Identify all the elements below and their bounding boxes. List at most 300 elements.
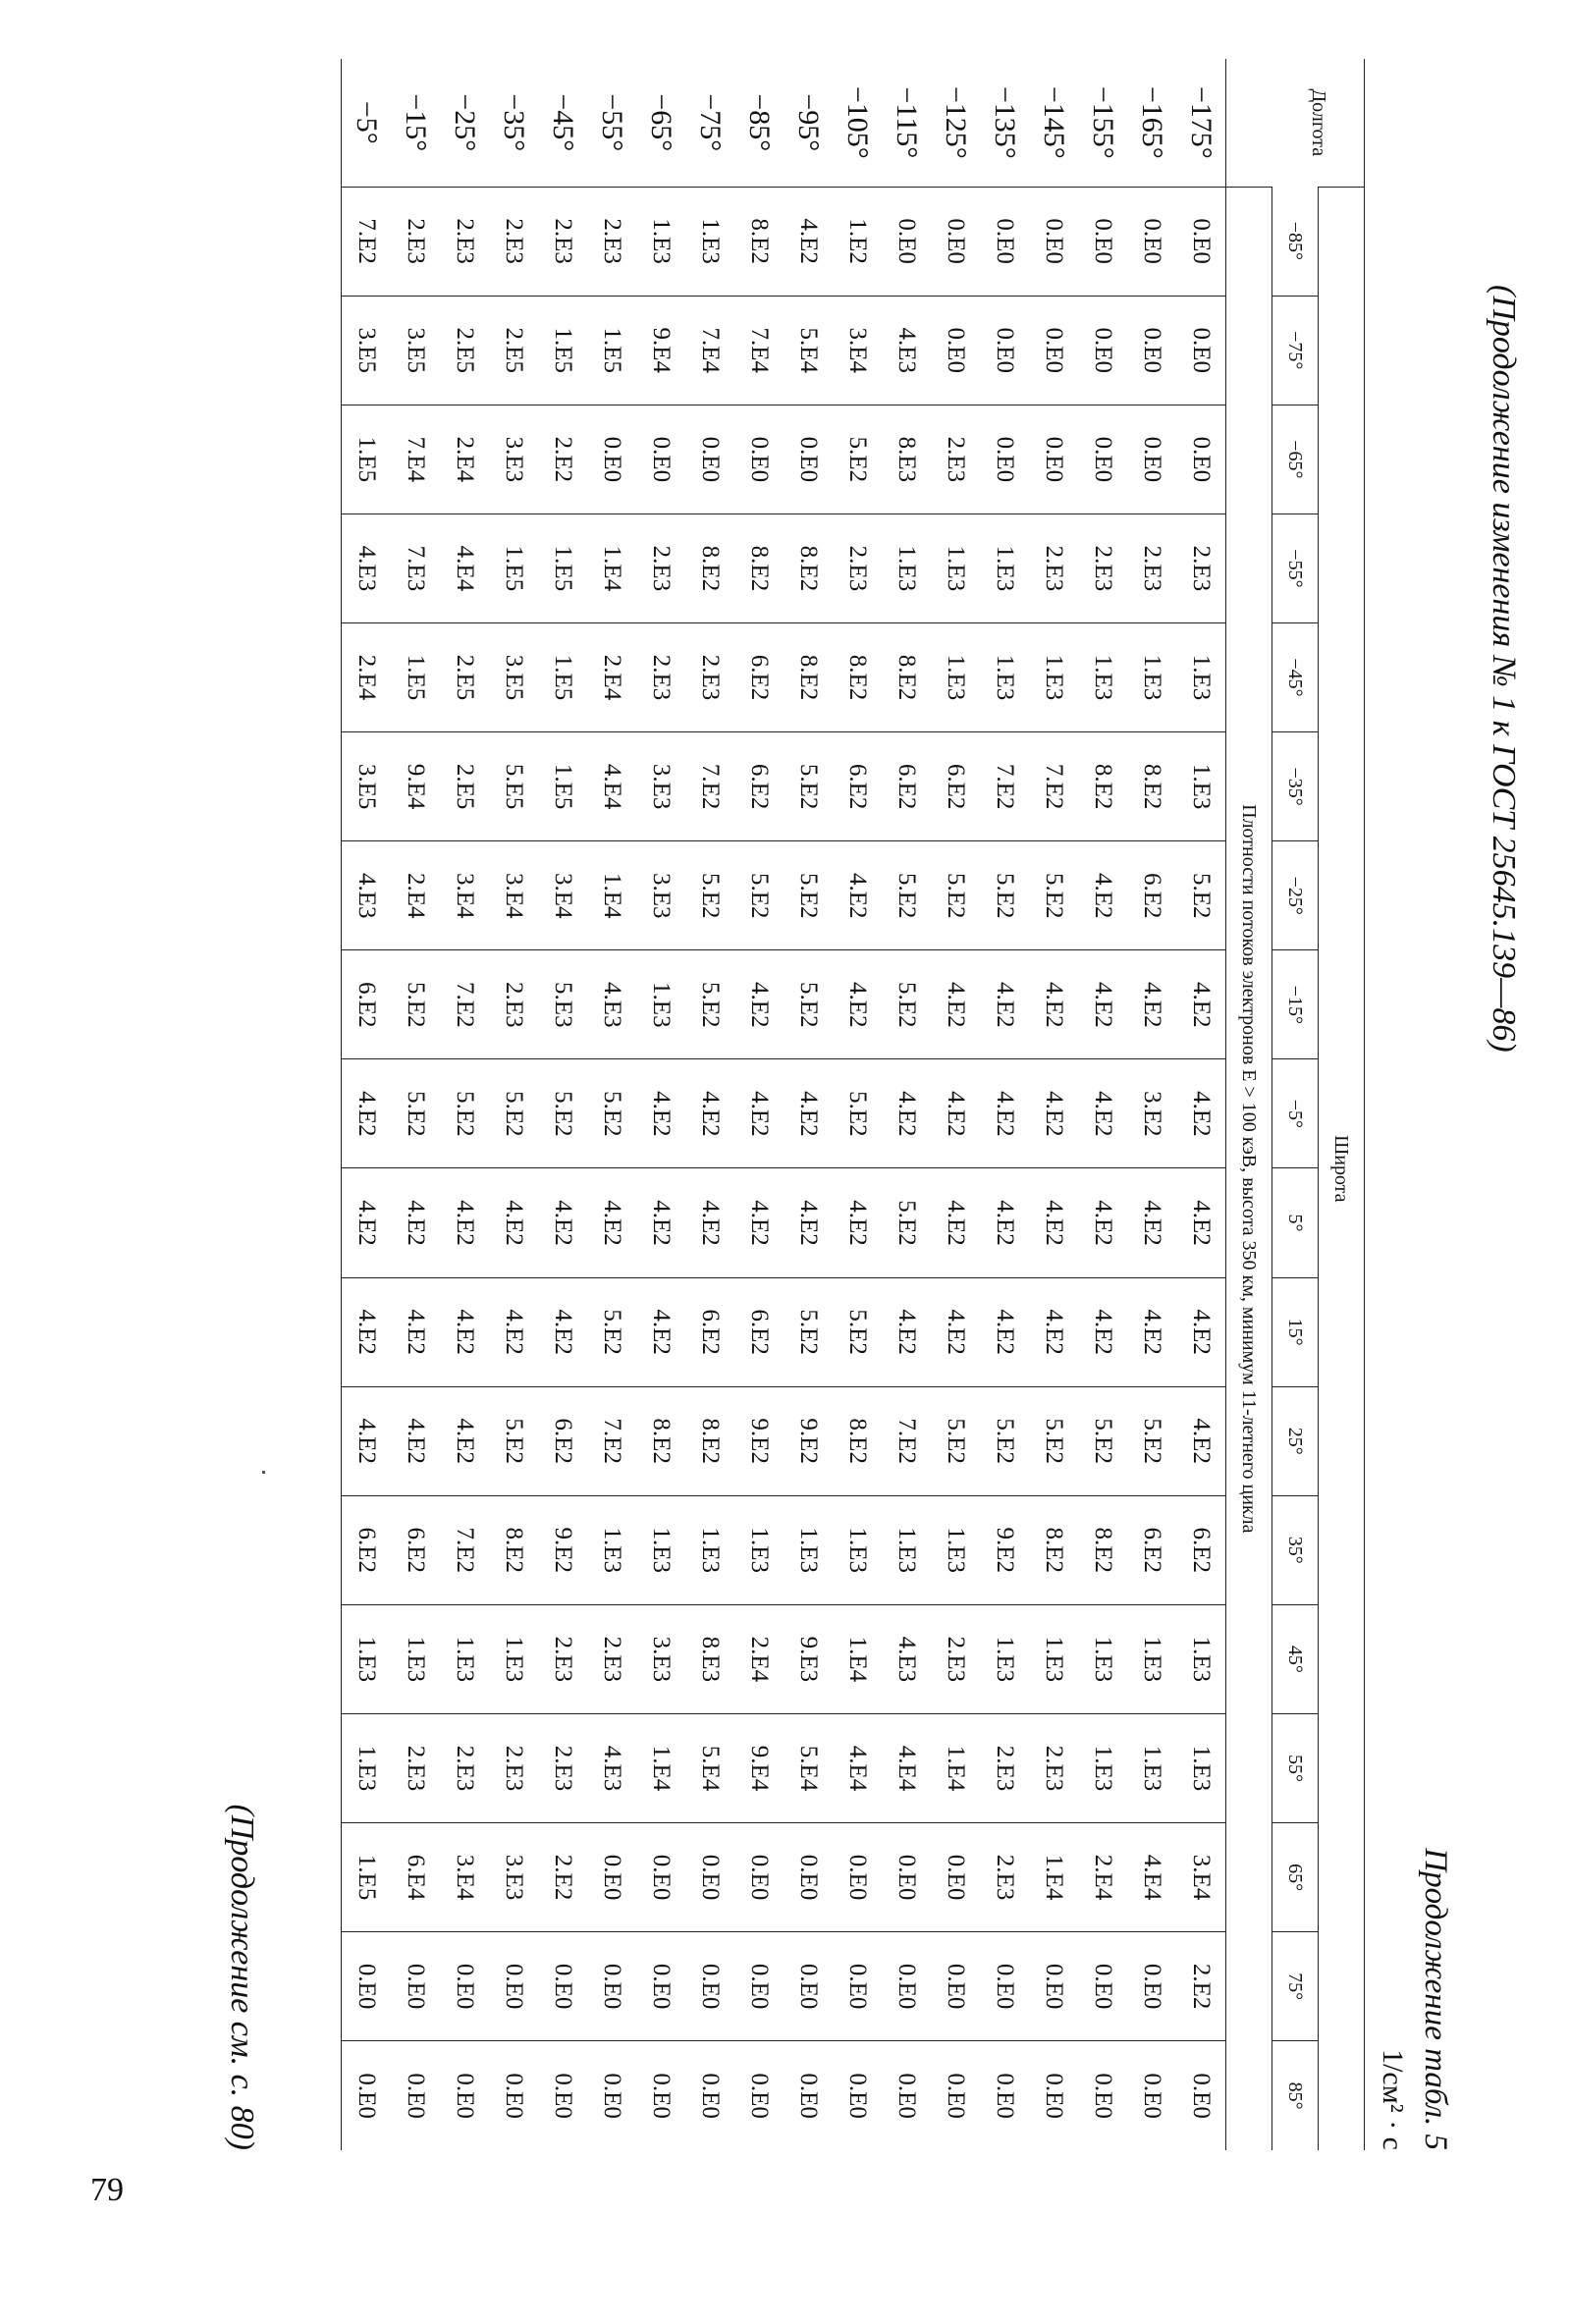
latitude-header-cell: −75° bbox=[1272, 296, 1319, 405]
table-row bbox=[1127, 59, 1176, 2150]
value-cell: 2.E3 bbox=[587, 187, 636, 296]
value-cell: 2.E5 bbox=[440, 732, 489, 841]
value-cell: 7.E4 bbox=[685, 296, 734, 405]
value-cell: 2.E3 bbox=[1078, 513, 1127, 622]
value-cell: 7.E4 bbox=[734, 296, 784, 405]
value-cell: 7.E2 bbox=[1029, 732, 1078, 841]
latitude-header-cell: 25° bbox=[1272, 1386, 1319, 1495]
value-cell: 0.E0 bbox=[636, 1932, 685, 2041]
value-cell: 4.E2 bbox=[636, 1168, 685, 1277]
value-cell: 7.E2 bbox=[440, 950, 489, 1059]
value-cell: 0.E0 bbox=[784, 2041, 833, 2150]
value-cell: 4.E3 bbox=[587, 950, 636, 1059]
value-cell: 0.E0 bbox=[931, 187, 980, 296]
value-cell: 8.E2 bbox=[734, 187, 784, 296]
value-cell: 7.E3 bbox=[391, 513, 440, 622]
longitude-cell: −175° bbox=[1185, 85, 1217, 159]
value-cell: 2.E3 bbox=[1176, 513, 1226, 622]
value-cell: 4.E2 bbox=[1029, 1168, 1078, 1277]
value-cell: 2.E3 bbox=[587, 1604, 636, 1713]
latitude-header-cell: −15° bbox=[1272, 950, 1319, 1059]
value-cell: 3.E5 bbox=[342, 296, 392, 405]
value-cell: 0.E0 bbox=[440, 2041, 489, 2150]
value-cell: 1.E3 bbox=[685, 187, 734, 296]
value-cell: 0.E0 bbox=[587, 1932, 636, 2041]
value-cell: 0.E0 bbox=[1078, 2041, 1127, 2150]
longitude-cell: −105° bbox=[841, 85, 874, 159]
value-cell: 4.E2 bbox=[1029, 1277, 1078, 1386]
longitude-cell: −5° bbox=[351, 100, 383, 144]
value-cell: 5.E2 bbox=[784, 732, 833, 841]
value-cell: 0.E0 bbox=[784, 1823, 833, 1932]
value-cell: 0.E0 bbox=[342, 2041, 392, 2150]
document-title: (Продолжение изменения № 1 к ГОСТ 25645.139—86) bbox=[1486, 285, 1522, 1053]
value-cell: 4.E2 bbox=[440, 1386, 489, 1495]
value-cell: 5.E3 bbox=[538, 950, 587, 1059]
value-cell: 4.E2 bbox=[1176, 1277, 1226, 1386]
value-cell: 6.E2 bbox=[1127, 841, 1176, 950]
value-cell: 0.E0 bbox=[734, 405, 784, 513]
value-cell: 0.E0 bbox=[882, 1823, 931, 1932]
longitude-header: Долгота bbox=[1307, 88, 1329, 157]
value-cell: 9.E2 bbox=[734, 1386, 784, 1495]
longitude-cell: −135° bbox=[989, 85, 1021, 159]
value-cell: 9.E2 bbox=[980, 1495, 1029, 1604]
value-cell: 4.E2 bbox=[1176, 1168, 1226, 1277]
latitude-header-cell: 55° bbox=[1272, 1713, 1319, 1822]
value-cell: 4.E2 bbox=[391, 1386, 440, 1495]
value-cell: 8.E2 bbox=[833, 1386, 882, 1495]
value-cell: 2.E3 bbox=[1029, 513, 1078, 622]
value-cell: 4.E2 bbox=[685, 1059, 734, 1168]
value-cell: 3.E4 bbox=[1176, 1823, 1226, 1932]
value-cell: 2.E4 bbox=[391, 841, 440, 950]
value-cell: 0.E0 bbox=[931, 296, 980, 405]
value-cell: 1.E4 bbox=[931, 1713, 980, 1822]
value-cell: 4.E2 bbox=[833, 1168, 882, 1277]
longitude-cell: −35° bbox=[498, 93, 530, 152]
value-cell: 9.E3 bbox=[784, 1604, 833, 1713]
value-cell: 0.E0 bbox=[636, 2041, 685, 2150]
value-cell: 4.E2 bbox=[391, 1168, 440, 1277]
value-cell: 5.E2 bbox=[587, 1277, 636, 1386]
value-cell: 1.E3 bbox=[784, 1495, 833, 1604]
value-cell: 8.E2 bbox=[833, 622, 882, 731]
value-cell: 8.E2 bbox=[489, 1495, 538, 1604]
longitude-cell: −115° bbox=[891, 86, 923, 159]
value-cell: 4.E2 bbox=[784, 187, 833, 296]
value-cell: 6.E2 bbox=[882, 732, 931, 841]
value-cell: 4.E2 bbox=[734, 1059, 784, 1168]
value-cell: 3.E3 bbox=[636, 841, 685, 950]
value-cell: 6.E4 bbox=[391, 1823, 440, 1932]
value-cell: 4.E2 bbox=[538, 1168, 587, 1277]
value-cell: 8.E2 bbox=[636, 1386, 685, 1495]
value-cell: 0.E0 bbox=[1127, 296, 1176, 405]
value-cell: 5.E2 bbox=[685, 841, 734, 950]
value-cell: 4.E2 bbox=[391, 1277, 440, 1386]
value-cell: 3.E4 bbox=[440, 841, 489, 950]
value-cell: 2.E5 bbox=[440, 622, 489, 731]
value-cell: 1.E3 bbox=[489, 1604, 538, 1713]
value-cell: 0.E0 bbox=[342, 1932, 392, 2041]
value-cell: 2.E2 bbox=[1176, 1932, 1226, 2041]
value-cell: 9.E2 bbox=[784, 1386, 833, 1495]
longitude-cell: −15° bbox=[400, 93, 432, 152]
value-cell: 9.E4 bbox=[391, 732, 440, 841]
value-cell: 4.E2 bbox=[980, 1277, 1029, 1386]
value-cell: 0.E0 bbox=[784, 1932, 833, 2041]
longitude-cell: −25° bbox=[449, 93, 481, 152]
value-cell: 1.E3 bbox=[685, 1495, 734, 1604]
value-cell: 3.E3 bbox=[636, 732, 685, 841]
value-cell: 2.E3 bbox=[489, 1713, 538, 1822]
value-cell: 1.E4 bbox=[587, 513, 636, 622]
value-cell: 3.E3 bbox=[489, 405, 538, 513]
value-cell: 2.E3 bbox=[636, 622, 685, 731]
longitude-cell: −85° bbox=[743, 93, 776, 152]
value-cell: 4.E2 bbox=[1078, 1277, 1127, 1386]
value-cell: 6.E2 bbox=[734, 1277, 784, 1386]
value-cell: 5.E2 bbox=[1127, 1386, 1176, 1495]
caption-spacer bbox=[1226, 59, 1272, 187]
value-cell: 3.E5 bbox=[489, 622, 538, 731]
value-cell: 2.E4 bbox=[440, 405, 489, 513]
value-cell: 8.E2 bbox=[784, 622, 833, 731]
value-cell: 6.E2 bbox=[931, 732, 980, 841]
value-cell: 0.E0 bbox=[882, 1932, 931, 2041]
value-cell: 9.E2 bbox=[538, 1495, 587, 1604]
table-row bbox=[1078, 59, 1127, 2150]
value-cell: 4.E2 bbox=[1127, 1277, 1176, 1386]
table-caption: Плотности потоков электронов E > 100 кэВ, высота 350 км, минимум 11-летнего цикла bbox=[1226, 187, 1272, 2150]
table-row bbox=[784, 59, 833, 2150]
value-cell: 5.E2 bbox=[931, 841, 980, 950]
value-cell: 4.E3 bbox=[342, 513, 392, 622]
table-row bbox=[931, 59, 980, 2150]
value-cell: 4.E2 bbox=[685, 1168, 734, 1277]
value-cell: 4.E2 bbox=[833, 950, 882, 1059]
value-cell: 5.E2 bbox=[1176, 841, 1226, 950]
value-cell: 3.E5 bbox=[391, 296, 440, 405]
latitude-header-cell: 75° bbox=[1272, 1932, 1319, 2041]
value-cell: 0.E0 bbox=[1078, 1932, 1127, 2041]
value-cell: 1.E3 bbox=[734, 1495, 784, 1604]
value-cell: 4.E2 bbox=[342, 1168, 392, 1277]
value-cell: 0.E0 bbox=[489, 1932, 538, 2041]
value-cell: 4.E2 bbox=[1176, 1059, 1226, 1168]
value-cell: 0.E0 bbox=[1176, 187, 1226, 296]
value-cell: 0.E0 bbox=[833, 1823, 882, 1932]
value-cell: 0.E0 bbox=[1127, 1932, 1176, 2041]
page-number: 79 bbox=[90, 2172, 124, 2208]
value-cell: 6.E2 bbox=[734, 732, 784, 841]
value-cell: 6.E2 bbox=[833, 732, 882, 841]
value-cell: 7.E2 bbox=[342, 187, 392, 296]
value-cell: 2.E3 bbox=[391, 187, 440, 296]
value-cell: 4.E2 bbox=[1176, 1386, 1226, 1495]
value-cell: 1.E3 bbox=[1127, 622, 1176, 731]
value-cell: 0.E0 bbox=[685, 2041, 734, 2150]
value-cell: 6.E2 bbox=[391, 1495, 440, 1604]
value-cell: 5.E2 bbox=[980, 1386, 1029, 1495]
value-cell: 4.E2 bbox=[1029, 950, 1078, 1059]
value-cell: 0.E0 bbox=[1029, 1932, 1078, 2041]
value-cell: 0.E0 bbox=[587, 1823, 636, 1932]
value-cell: 0.E0 bbox=[980, 2041, 1029, 2150]
value-cell: 4.E2 bbox=[931, 1059, 980, 1168]
value-cell: 2.E2 bbox=[538, 405, 587, 513]
value-cell: 1.E3 bbox=[1029, 1604, 1078, 1713]
value-cell: 8.E2 bbox=[1029, 1495, 1078, 1604]
value-cell: 4.E2 bbox=[882, 1059, 931, 1168]
value-cell: 1.E3 bbox=[931, 1495, 980, 1604]
value-cell: 5.E2 bbox=[833, 405, 882, 513]
value-cell: 6.E2 bbox=[1176, 1495, 1226, 1604]
value-cell: 7.E2 bbox=[882, 1386, 931, 1495]
value-cell: 2.E3 bbox=[931, 1604, 980, 1713]
value-cell: 6.E2 bbox=[342, 1495, 392, 1604]
value-cell: 0.E0 bbox=[1029, 2041, 1078, 2150]
value-cell: 3.E3 bbox=[489, 1823, 538, 1932]
latitude-header-cell: 65° bbox=[1272, 1823, 1319, 1932]
value-cell: 0.E0 bbox=[685, 1932, 734, 2041]
value-cell: 0.E0 bbox=[489, 2041, 538, 2150]
latitude-header-cell: 85° bbox=[1272, 2041, 1319, 2150]
value-cell: 5.E2 bbox=[1029, 841, 1078, 950]
value-cell: 4.E4 bbox=[440, 513, 489, 622]
value-cell: 4.E2 bbox=[489, 1168, 538, 1277]
value-cell: 0.E0 bbox=[391, 1932, 440, 2041]
value-cell: 5.E2 bbox=[1029, 1386, 1078, 1495]
value-cell: 5.E2 bbox=[1078, 1386, 1127, 1495]
value-cell: 5.E2 bbox=[784, 1277, 833, 1386]
value-cell: 5.E2 bbox=[833, 1059, 882, 1168]
value-cell: 9.E4 bbox=[734, 1713, 784, 1822]
value-cell: 8.E2 bbox=[1127, 732, 1176, 841]
continued-note: (Продолжение см. с. 80) bbox=[224, 1804, 260, 2150]
value-cell: 5.E2 bbox=[391, 1059, 440, 1168]
value-cell: 0.E0 bbox=[1176, 2041, 1226, 2150]
value-cell: 2.E3 bbox=[833, 513, 882, 622]
value-cell: 2.E3 bbox=[489, 187, 538, 296]
value-cell: 2.E3 bbox=[931, 405, 980, 513]
value-cell: 0.E0 bbox=[833, 1932, 882, 2041]
value-cell: 0.E0 bbox=[636, 405, 685, 513]
value-cell: 5.E5 bbox=[489, 732, 538, 841]
value-cell: 4.E2 bbox=[784, 1168, 833, 1277]
value-cell: 2.E4 bbox=[587, 622, 636, 731]
value-cell: 5.E2 bbox=[931, 1386, 980, 1495]
value-cell: 4.E2 bbox=[1127, 1168, 1176, 1277]
value-cell: 8.E2 bbox=[685, 513, 734, 622]
value-cell: 3.E2 bbox=[1127, 1059, 1176, 1168]
value-cell: 4.E2 bbox=[931, 1168, 980, 1277]
value-cell: 2.E5 bbox=[489, 296, 538, 405]
value-cell: 0.E0 bbox=[882, 2041, 931, 2150]
table-row bbox=[587, 59, 636, 2150]
value-cell: 5.E2 bbox=[685, 950, 734, 1059]
value-cell: 0.E0 bbox=[1127, 405, 1176, 513]
value-cell: 5.E2 bbox=[980, 841, 1029, 950]
value-cell: 7.E4 bbox=[391, 405, 440, 513]
value-cell: 2.E3 bbox=[391, 1713, 440, 1822]
value-cell: 4.E2 bbox=[440, 1168, 489, 1277]
value-cell: 4.E2 bbox=[1176, 950, 1226, 1059]
value-cell: 1.E5 bbox=[489, 513, 538, 622]
latitude-header-cell: −55° bbox=[1272, 513, 1319, 622]
longitude-cell: −75° bbox=[694, 93, 727, 152]
value-cell: 0.E0 bbox=[980, 187, 1029, 296]
latitude-header-cell: 15° bbox=[1272, 1277, 1319, 1386]
longitude-cell: −165° bbox=[1136, 85, 1168, 159]
value-cell: 7.E2 bbox=[980, 732, 1029, 841]
value-cell: 4.E2 bbox=[1078, 841, 1127, 950]
latitude-group-header: Широта bbox=[1319, 187, 1365, 2150]
table-row bbox=[489, 59, 538, 2150]
value-cell: 1.E3 bbox=[980, 622, 1029, 731]
value-cell: 4.E2 bbox=[784, 1059, 833, 1168]
table-row bbox=[882, 59, 931, 2150]
value-cell: 0.E0 bbox=[931, 1932, 980, 2041]
value-cell: 5.E2 bbox=[882, 841, 931, 950]
value-cell: 1.E3 bbox=[931, 622, 980, 731]
value-cell: 0.E0 bbox=[685, 1823, 734, 1932]
value-cell: 4.E2 bbox=[1078, 950, 1127, 1059]
value-cell: 1.E3 bbox=[1078, 1713, 1127, 1822]
value-cell: 4.E2 bbox=[931, 950, 980, 1059]
table-row bbox=[833, 59, 882, 2150]
value-cell: 5.E2 bbox=[538, 1059, 587, 1168]
value-cell: 2.E3 bbox=[980, 1823, 1029, 1932]
value-cell: 1.E3 bbox=[440, 1604, 489, 1713]
value-cell: 5.E2 bbox=[833, 1277, 882, 1386]
value-cell: 6.E2 bbox=[538, 1386, 587, 1495]
value-cell: 8.E2 bbox=[734, 513, 784, 622]
value-cell: 5.E2 bbox=[440, 1059, 489, 1168]
value-cell: 8.E2 bbox=[685, 1386, 734, 1495]
value-cell: 4.E2 bbox=[734, 1168, 784, 1277]
value-cell: 7.E2 bbox=[685, 732, 734, 841]
value-cell: 8.E2 bbox=[784, 513, 833, 622]
value-cell: 0.E0 bbox=[1078, 405, 1127, 513]
value-cell: 2.E3 bbox=[538, 1604, 587, 1713]
value-cell: 4.E2 bbox=[342, 1277, 392, 1386]
latitude-header-cell: 45° bbox=[1272, 1604, 1319, 1713]
latitude-header-row bbox=[1272, 59, 1319, 2150]
value-cell: 4.E3 bbox=[342, 841, 392, 950]
value-cell: 1.E3 bbox=[833, 1495, 882, 1604]
table-row bbox=[734, 59, 784, 2150]
value-cell: 2.E3 bbox=[636, 513, 685, 622]
longitude-cell: −145° bbox=[1038, 85, 1070, 159]
value-cell: 5.E2 bbox=[391, 950, 440, 1059]
value-cell: 0.E0 bbox=[1078, 187, 1127, 296]
longitude-cell: −65° bbox=[645, 93, 677, 152]
value-cell: 1.E4 bbox=[833, 1604, 882, 1713]
value-cell: 2.E3 bbox=[1127, 513, 1176, 622]
value-cell: 1.E3 bbox=[342, 1604, 392, 1713]
value-cell: 2.E3 bbox=[440, 187, 489, 296]
value-cell: 4.E2 bbox=[882, 1277, 931, 1386]
latitude-header-cell: −25° bbox=[1272, 841, 1319, 950]
data-table bbox=[341, 59, 1365, 2150]
latitude-header-cell: −5° bbox=[1272, 1059, 1319, 1168]
value-cell: 0.E0 bbox=[980, 296, 1029, 405]
value-cell: 0.E0 bbox=[538, 2041, 587, 2150]
value-cell: 1.E3 bbox=[980, 1604, 1029, 1713]
value-cell: 5.E4 bbox=[784, 296, 833, 405]
value-cell: 1.E2 bbox=[833, 187, 882, 296]
longitude-cell: −125° bbox=[940, 85, 972, 159]
value-cell: 5.E2 bbox=[489, 1386, 538, 1495]
value-cell: 2.E4 bbox=[342, 622, 392, 731]
value-cell: 1.E5 bbox=[587, 296, 636, 405]
value-cell: 1.E3 bbox=[636, 1495, 685, 1604]
value-cell: 1.E3 bbox=[587, 1495, 636, 1604]
value-cell: 2.E3 bbox=[538, 187, 587, 296]
longitude-cell: −95° bbox=[792, 93, 825, 152]
value-cell: 7.E2 bbox=[440, 1495, 489, 1604]
value-cell: 5.E2 bbox=[489, 1059, 538, 1168]
latitude-header-cell: −35° bbox=[1272, 732, 1319, 841]
value-cell: 8.E3 bbox=[685, 1604, 734, 1713]
value-cell: 7.E2 bbox=[587, 1386, 636, 1495]
value-cell: 1.E3 bbox=[1176, 1604, 1226, 1713]
value-cell: 2.E3 bbox=[440, 1713, 489, 1822]
value-cell: 5.E4 bbox=[784, 1713, 833, 1822]
value-cell: 3.E4 bbox=[833, 296, 882, 405]
value-cell: 4.E3 bbox=[882, 1604, 931, 1713]
value-cell: 6.E2 bbox=[342, 950, 392, 1059]
value-cell: 0.E0 bbox=[440, 1932, 489, 2041]
value-cell: 4.E2 bbox=[1078, 1059, 1127, 1168]
value-cell: 9.E4 bbox=[636, 296, 685, 405]
value-cell: 1.E3 bbox=[1078, 1604, 1127, 1713]
table-row bbox=[342, 59, 392, 2150]
value-cell: 4.E4 bbox=[833, 1713, 882, 1822]
value-cell: 0.E0 bbox=[833, 2041, 882, 2150]
value-cell: 4.E4 bbox=[882, 1713, 931, 1822]
table-row bbox=[538, 59, 587, 2150]
value-cell: 1.E4 bbox=[1029, 1823, 1078, 1932]
value-cell: 1.E3 bbox=[1029, 622, 1078, 731]
value-cell: 2.E2 bbox=[538, 1823, 587, 1932]
value-cell: 2.E3 bbox=[685, 622, 734, 731]
value-cell: 8.E2 bbox=[1078, 1495, 1127, 1604]
value-cell: 1.E3 bbox=[391, 1604, 440, 1713]
value-cell: 1.E4 bbox=[587, 841, 636, 950]
value-cell: 4.E2 bbox=[587, 1168, 636, 1277]
value-cell: 1.E3 bbox=[931, 513, 980, 622]
value-cell: 1.E5 bbox=[342, 1823, 392, 1932]
value-cell: 4.E2 bbox=[1078, 1168, 1127, 1277]
value-cell: 1.E3 bbox=[882, 513, 931, 622]
value-cell: 1.E5 bbox=[342, 405, 392, 513]
value-cell: 2.E3 bbox=[489, 950, 538, 1059]
value-cell: 0.E0 bbox=[1029, 187, 1078, 296]
value-cell: 1.E3 bbox=[1127, 1604, 1176, 1713]
value-cell: 0.E0 bbox=[1029, 296, 1078, 405]
value-cell: 0.E0 bbox=[734, 1932, 784, 2041]
value-cell: 0.E0 bbox=[931, 2041, 980, 2150]
value-cell: 0.E0 bbox=[1176, 296, 1226, 405]
value-cell: 5.E2 bbox=[587, 1059, 636, 1168]
value-cell: 3.E4 bbox=[440, 1823, 489, 1932]
value-cell: 8.E2 bbox=[882, 622, 931, 731]
value-cell: 0.E0 bbox=[734, 2041, 784, 2150]
value-cell: 8.E2 bbox=[1078, 732, 1127, 841]
